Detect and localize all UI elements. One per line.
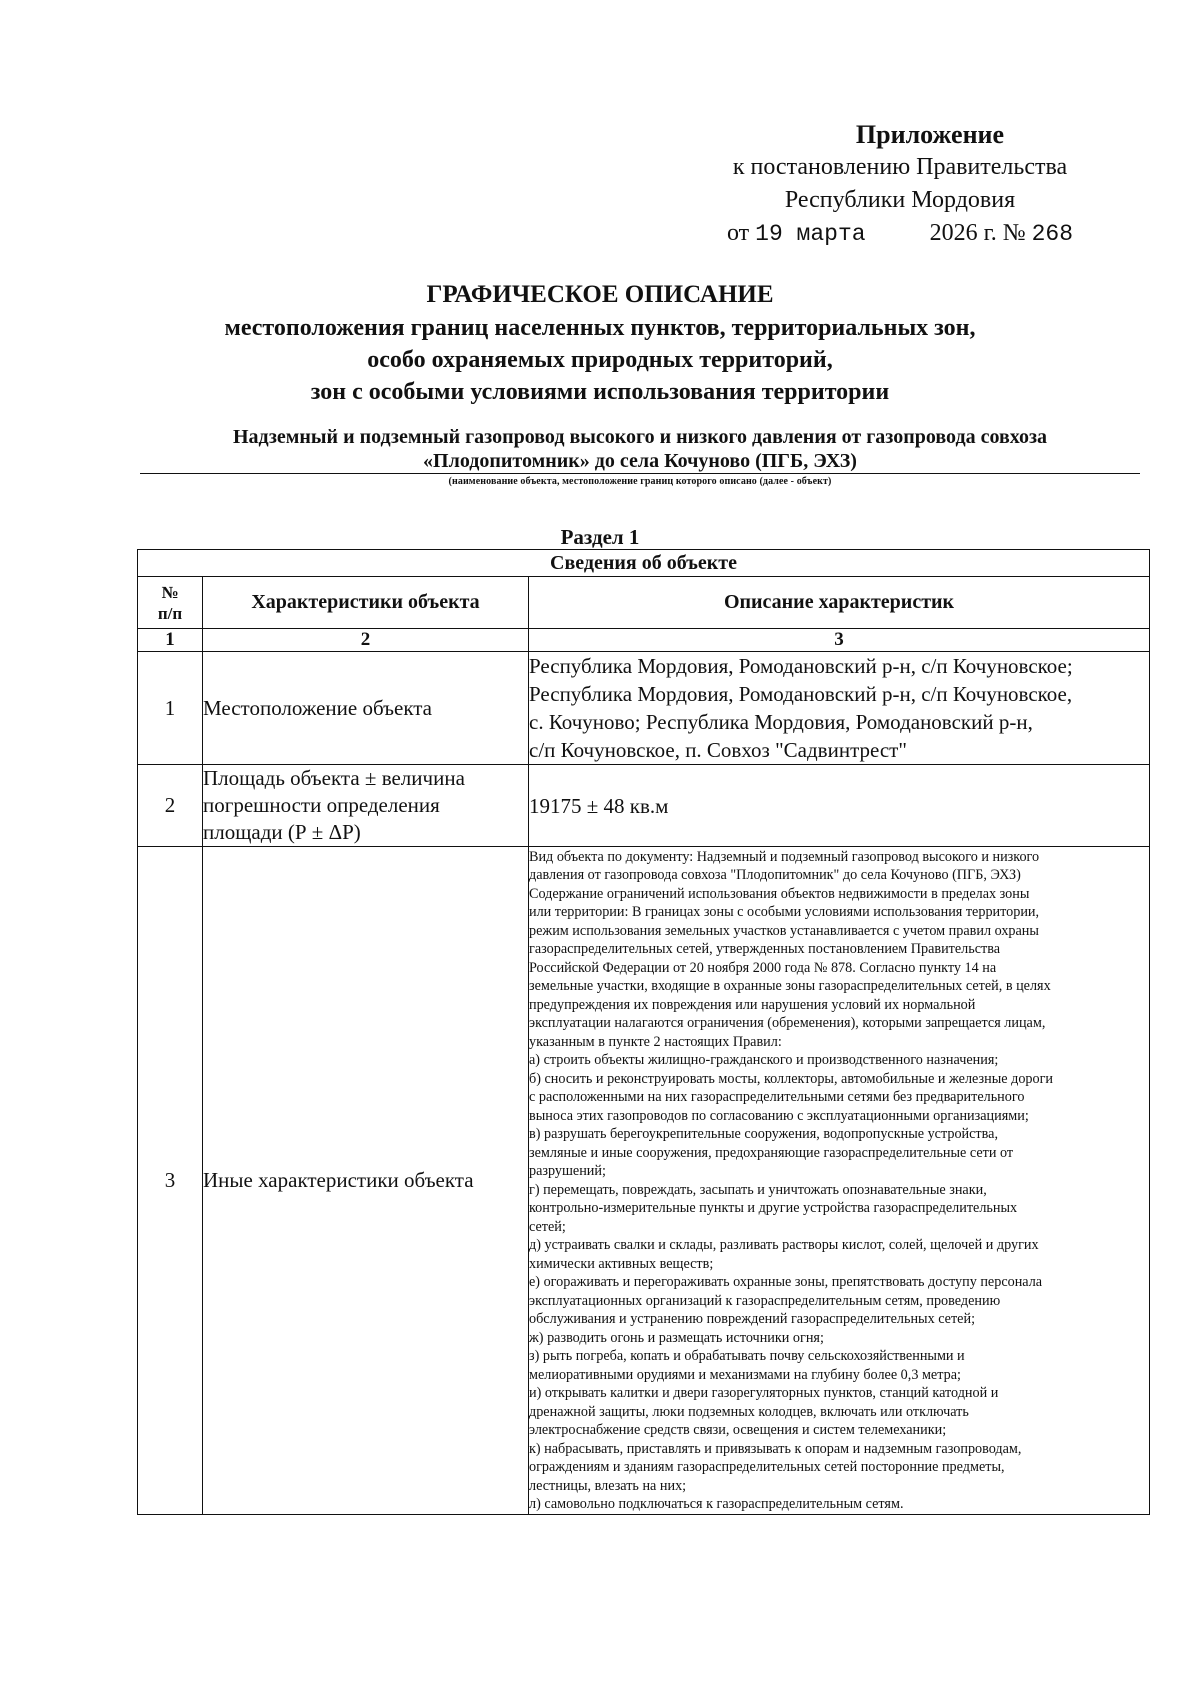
table-title: Сведения об объекте [138,550,1150,577]
appendix-line-1: к постановлению Правительства [732,154,1068,180]
row-description [529,652,1150,765]
description-line: земляные и иные сооружения, предохраняющие газораспределительные сети от [529,1144,1014,1161]
document-title [0,278,1200,408]
description-line: сетей; [529,1218,566,1235]
row-characteristic: Местоположение объекта [203,652,529,765]
header-characteristic: Характеристики объекта [203,577,529,629]
description-line: газораспределительных сетей, утвержденных постановлением Правительства [529,941,1001,957]
object-underline [140,473,1140,474]
appendix-line-2: Республики Мордовия [784,187,1016,213]
description-line: с. Кочуново; Республика Мордовия, Ромодановский р-н, [529,710,1033,734]
description-line: и) открывать калитки и двери газорегуляторных пунктов, станций катодной и [529,1385,999,1401]
table-caption-row [138,550,1150,577]
object-caption: (наименование объекта, местоположение границ которого описано (далее - объект) [448,476,832,487]
description-line: г) перемещать, повреждать, засыпать и уничтожать опознавательные знаки, [529,1181,987,1198]
description-line: Республика Мордовия, Ромодановский р-н, с/п Кочуновское, [529,682,1073,706]
description-line: дренажной защиты, люки подземных колодцев, включать или отключать [529,1403,969,1420]
description-line: лестницы, влезать на них; [529,1477,687,1494]
description-line: ж) разводить огонь и размещать источники огня; [529,1329,824,1346]
date-prefix: от [726,220,750,246]
object-info-table [137,549,1150,1515]
description-line: Вид объекта по документу: Надземный и подземный газопровод высокого и низкого [529,848,1040,865]
description-line: с/п Кочуновское, п. Совхоз "Садвинтрест" [529,738,907,762]
description-line: б) сносить и реконструировать мосты, коллекторы, автомобильные и железные дороги [529,1070,1054,1087]
description-line: Республика Мордовия, Ромодановский р-н, с/п Кочуновское; [529,654,1073,678]
decree-number: 268 [1031,221,1074,247]
description-line: с расположенными на них газораспределительными сетями без предварительного [529,1089,1025,1105]
table-row [138,652,1150,765]
description-line: Российской Федерации от 20 ноября 2000 года № 878. Согласно пункту 14 на [529,959,997,976]
column-index-1: 1 [138,629,203,652]
characteristic-line: погрешности определения [203,793,440,817]
row-number: 3 [138,847,203,1515]
column-index-3: 3 [529,629,1150,652]
table-row [138,765,1150,847]
column-index-row [138,629,1150,652]
description-line: мелиоративными орудиями и механизмами на глубину более 0,3 метра; [529,1366,961,1383]
header-num-line-1: № [161,582,179,602]
header-num [138,577,203,629]
description-line: давления от газопровода совхоза "Плодопитомник" до села Кочуново (ПГБ, ЭХЗ) [529,867,1021,883]
row-number: 1 [138,652,203,765]
description-line: разрушений; [529,1163,606,1179]
characteristic-line: площади (Р ± ΔР) [203,820,361,844]
object-name [140,425,1140,473]
object-name-line-2: «Плодопитомник» до села Кочуново (ПГБ, ЭХЗ) [423,450,857,472]
header-num-line-2: п/п [157,603,183,623]
description-line: химически активных веществ; [529,1255,714,1272]
description-line: эксплуатационных организаций к газораспределительным сетям, проведению [529,1292,1001,1309]
table-header-row [138,577,1150,629]
description-line: з) рыть погреба, копать и обрабатывать почву сельскохозяйственными и [529,1348,965,1364]
header-description: Описание характеристик [529,577,1150,629]
description-line: обслуживания и устранению повреждений газораспределительных сетей; [529,1311,976,1327]
row-characteristic: Иные характеристики объекта [203,847,529,1515]
appendix-block [660,118,1140,251]
description-line: л) самовольно подключаться к газораспределительным сетям. [529,1496,904,1512]
description-line: или территории: В границах зоны с особыми условиями использования территории, [529,904,1040,920]
year-label: 2026 г. № [929,220,1026,246]
description-line: е) огораживать и перегораживать охранные зоны, препятствовать доступу персонала [529,1274,1043,1290]
description-line: а) строить объекты жилищно-гражданского и производственного назначения; [529,1052,999,1068]
row-description: 19175 ± 48 кв.м [529,765,1150,847]
table-row [138,847,1150,1515]
description-line: электроснабжение средств связи, освещения и систем телемеханики; [529,1422,947,1438]
object-name-line-1: Надземный и подземный газопровод высокого и низкого давления от газопровода совхоза [232,426,1048,448]
description-line: предупреждения их повреждения или нарушения условий их нормальной [529,996,976,1013]
description-line: эксплуатации налагаются ограничения (обременения), которыми запрещается лицам, [529,1015,1046,1031]
description-line: контрольно-измерительные пункты и другие устройства газораспределительных [529,1200,1018,1216]
description-line: к) набрасывать, приставлять и привязывать к опорам и надземным газопроводам, [529,1440,1022,1457]
description-line: ограждениям и зданиям газораспределительных сетей посторонние предметы, [529,1459,1005,1475]
title-sub-line-3: зон с особыми условиями использования территории [310,379,890,405]
description-line: Содержание ограничений использования объектов недвижимости в пределах зоны [529,885,1030,902]
appendix-title: Приложение [855,120,1005,149]
description-line: земельные участки, входящие в охранные зоны газораспределительных сетей, в целях [529,978,1051,994]
title-main: ГРАФИЧЕСКОЕ ОПИСАНИЕ [426,281,774,308]
title-sub-line-1: местоположения границ населенных пунктов, территориальных зон, [224,315,976,341]
section-label: Раздел 1 [560,525,640,549]
description-line: режим использования земельных участков устанавливается с учетом правил охраны [529,922,1039,939]
description-line: указанным в пункте 2 настоящих Правил: [529,1033,782,1050]
date-value: 19 марта [755,221,866,247]
description-line: в) разрушать берегоукрепительные сооружения, водопропускные устройства, [529,1126,998,1142]
description-line: выноса этих газопроводов по согласованию с эксплуатационными организациями; [529,1107,1029,1124]
column-index-2: 2 [203,629,529,652]
title-sub-line-2: особо охраняемых природных территорий, [367,347,833,373]
row-number: 2 [138,765,203,847]
characteristic-line: Площадь объекта ± величина [203,766,465,790]
row-description [529,847,1150,1515]
appendix-date-line [660,217,1140,251]
description-line: д) устраивать свалки и склады, разливать растворы кислот, солей, щелочей и других [529,1237,1039,1253]
row-characteristic [203,765,529,847]
